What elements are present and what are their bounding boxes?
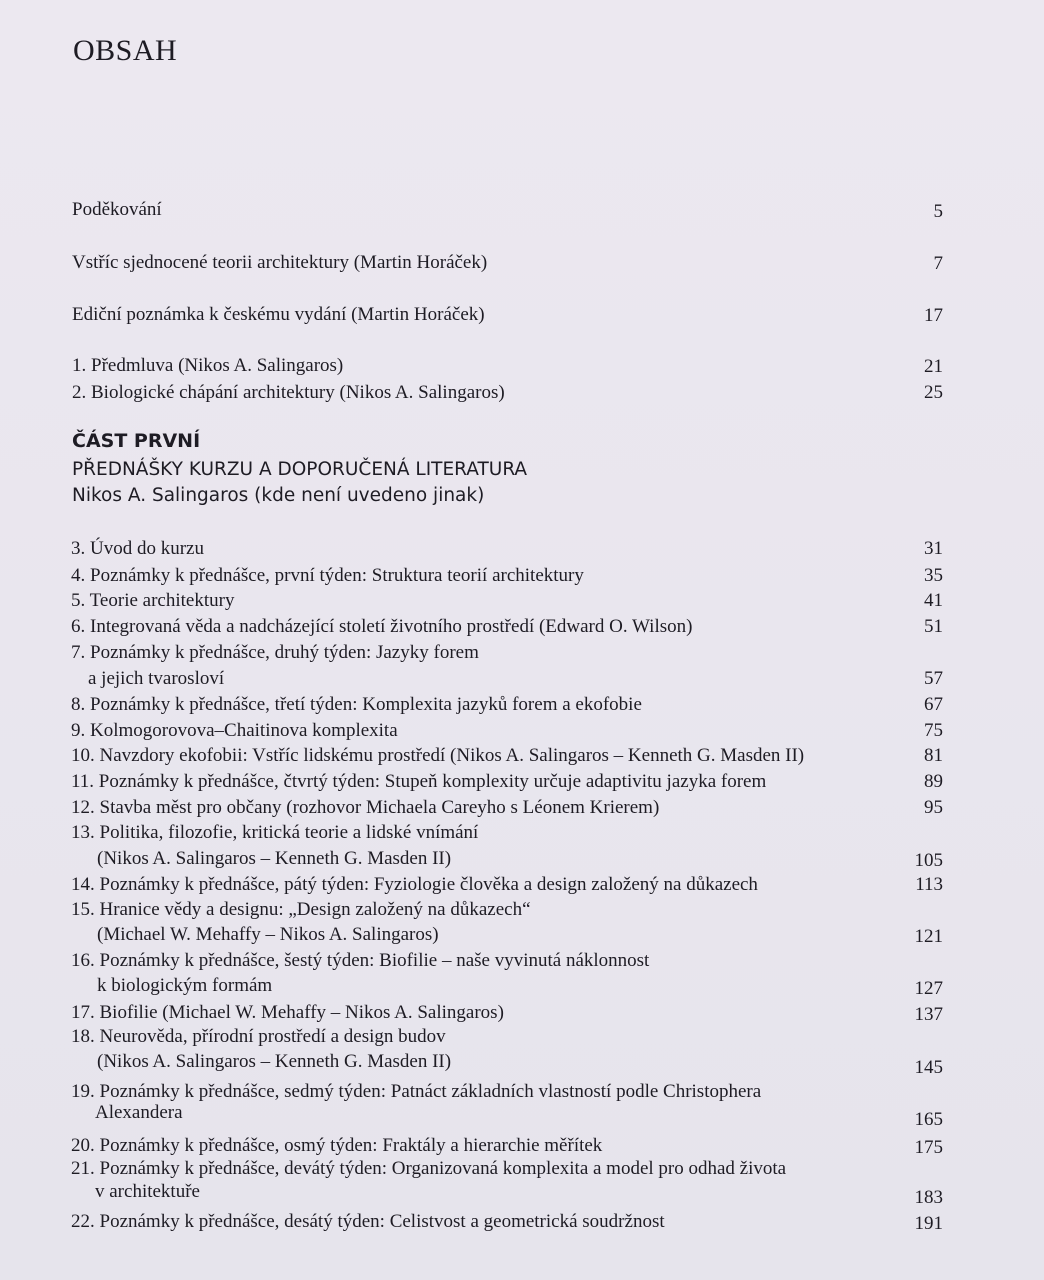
- toc-entry-page: 81: [924, 745, 943, 766]
- toc-entry-title: 13. Politika, filozofie, kritická teorie a lidské vnímání: [71, 822, 479, 843]
- toc-entry-title: 2. Biologické chápání architektury (Nikos A. Salingaros): [72, 382, 505, 403]
- toc-entry-page: 137: [914, 1004, 943, 1025]
- toc-entry[interactable]: [0, 563, 1044, 589]
- toc-entry-title: 4. Poznámky k přednášce, první týden: Struktura teorií architektury: [71, 565, 584, 586]
- toc-entry-title: 7. Poznámky k přednášce, druhý týden: Jazyky forem: [71, 642, 479, 663]
- toc-entry-page: 75: [924, 720, 943, 741]
- toc-entry-page: 165: [914, 1109, 943, 1130]
- toc-entry-title: 17. Biofilie (Michael W. Mehaffy – Nikos A. Salingaros): [71, 1002, 504, 1023]
- toc-entry-page: 5: [933, 201, 943, 222]
- toc-entry[interactable]: [0, 1024, 1044, 1050]
- toc-entry-page: 25: [924, 382, 943, 403]
- toc-entry-title-cont: Alexandera: [95, 1102, 183, 1123]
- toc-entry-page: 113: [915, 874, 943, 895]
- part-heading: ČÁST PRVNÍ: [72, 430, 201, 452]
- toc-entry[interactable]: [0, 1000, 1044, 1026]
- toc-entry[interactable]: [0, 1254, 1044, 1280]
- toc-entry-title-cont: (Nikos A. Salingaros – Kenneth G. Masden II): [97, 848, 452, 869]
- toc-entry-title: 21. Poznámky k přednášce, devátý týden: Organizovaná komplexita a model pro odhad života: [71, 1158, 787, 1179]
- toc-entry-title: 3. Úvod do kurzu: [71, 538, 204, 559]
- toc-entry-title-cont: k biologickým formám: [97, 975, 273, 996]
- toc-entry-page: 121: [914, 926, 943, 947]
- toc-entry-title: 22. Poznámky k přednášce, desátý týden: Celistvost a geometrická soudržnost: [71, 1211, 665, 1232]
- toc-entry-title: Ediční poznámka k českému vydání (Martin Horáček): [72, 304, 485, 325]
- toc-entry-title: 11. Poznámky k přednášce, čtvrtý týden: Stupeň komplexity určuje adaptivitu jazyka forem: [71, 771, 767, 792]
- toc-entry[interactable]: [0, 614, 1044, 640]
- toc-entry-page: 17: [924, 305, 943, 326]
- toc-entry[interactable]: [0, 743, 1044, 769]
- toc-entry-page: 105: [914, 850, 943, 871]
- toc-entry-title: 18. Neurověda, přírodní prostředí a design budov: [71, 1026, 446, 1047]
- toc-entry[interactable]: [0, 718, 1044, 744]
- toc-entry-title: 6. Integrovaná věda a nadcházející století životního prostředí (Edward O. Wilson): [71, 616, 693, 637]
- toc-entry-title: Poděkování: [72, 199, 162, 220]
- toc-entry-title-cont: a jejich tvarosloví: [88, 668, 225, 689]
- toc-entry[interactable]: [0, 197, 1044, 223]
- toc-entry-continuation: [0, 973, 1044, 999]
- toc-entry[interactable]: [0, 872, 1044, 898]
- toc-entry-continuation: [0, 1179, 1044, 1208]
- toc-entry-title: 14. Poznámky k přednášce, pátý týden: Fyziologie člověka a design založený na důkazech: [71, 874, 758, 895]
- toc-entry-page: 183: [914, 1187, 943, 1208]
- toc-entry-title: 9. Kolmogorovova–Chaitinova komplexita: [71, 720, 398, 741]
- toc-entry-page: 7: [933, 253, 943, 274]
- toc-entry-page: 51: [924, 616, 943, 637]
- page-title: OBSAH: [73, 34, 178, 67]
- toc-entry-continuation: [0, 666, 1044, 692]
- toc-entry-title: 8. Poznámky k přednášce, třetí týden: Komplexita jazyků forem a ekofobie: [71, 694, 642, 715]
- toc-entry-page: 191: [914, 1213, 943, 1234]
- toc-entry-page: 67: [924, 694, 943, 715]
- toc-entry-page: 57: [924, 668, 943, 689]
- toc-entry[interactable]: [0, 948, 1044, 974]
- toc-entry[interactable]: [0, 380, 1044, 406]
- toc-entry-continuation: [0, 846, 1044, 872]
- toc-entry-page: 31: [924, 538, 943, 559]
- toc-entry[interactable]: [0, 588, 1044, 614]
- toc-entry-title-cont: v architektuře: [95, 1181, 200, 1202]
- toc-entry-page: 95: [924, 797, 943, 818]
- toc-entry[interactable]: [0, 353, 1044, 379]
- toc-entry[interactable]: [0, 536, 1044, 562]
- toc-entry-title: 5. Teorie architektury: [71, 590, 235, 611]
- toc-entry-title: 12. Stavba měst pro občany (rozhovor Michaela Careyho s Léonem Krierem): [71, 797, 660, 818]
- toc-entry-title: 1. Předmluva (Nikos A. Salingaros): [72, 355, 344, 376]
- toc-entry-title: 10. Navzdory ekofobii: Vstříc lidskému prostředí (Nikos A. Salingaros – Kenneth G. Masden II): [71, 745, 805, 766]
- toc-entry-page: 145: [914, 1057, 943, 1078]
- toc-entry-title: 19. Poznámky k přednášce, sedmý týden: Patnáct základních vlastností podle Christophera: [71, 1081, 762, 1102]
- toc-entry-page: 41: [924, 590, 943, 611]
- toc-entry[interactable]: [0, 769, 1044, 795]
- part-author: Nikos A. Salingaros (kde není uvedeno jinak): [72, 485, 485, 506]
- toc-entry-page: 35: [924, 565, 943, 586]
- toc-entry[interactable]: [0, 820, 1044, 846]
- toc-entry-title-cont: (Michael W. Mehaffy – Nikos A. Salingaros): [97, 924, 439, 945]
- toc-entry-title: 20. Poznámky k přednášce, osmý týden: Fraktály a hierarchie měřítek: [71, 1135, 603, 1156]
- part-subtitle: PŘEDNÁŠKY KURZU A DOPORUČENÁ LITERATURA: [72, 459, 528, 480]
- toc-entry-title: 15. Hranice vědy a designu: „Design založený na důkazech“: [71, 899, 531, 920]
- toc-entry-page: 89: [924, 771, 943, 792]
- toc-entry-page: 21: [924, 356, 943, 377]
- toc-entry-title-cont: (Nikos A. Salingaros – Kenneth G. Masden II): [97, 1051, 452, 1072]
- toc-entry[interactable]: [0, 640, 1044, 666]
- toc-entry-page: 127: [914, 978, 943, 999]
- toc-entry-continuation: [0, 1049, 1044, 1078]
- toc-entry-title: 16. Poznámky k přednášce, šestý týden: Biofilie – naše vyvinutá náklonnost: [71, 950, 650, 971]
- toc-entry[interactable]: [0, 795, 1044, 821]
- toc-entry-page: 175: [914, 1137, 943, 1158]
- toc-entry[interactable]: [0, 250, 1044, 276]
- toc-entry[interactable]: [0, 897, 1044, 923]
- toc-entry-continuation: [0, 1100, 1044, 1130]
- toc-entry[interactable]: [0, 692, 1044, 718]
- toc-entry[interactable]: [0, 302, 1044, 328]
- toc-entry-title: Vstříc sjednocené teorii architektury (Martin Horáček): [72, 252, 488, 273]
- toc-entry-continuation: [0, 922, 1044, 948]
